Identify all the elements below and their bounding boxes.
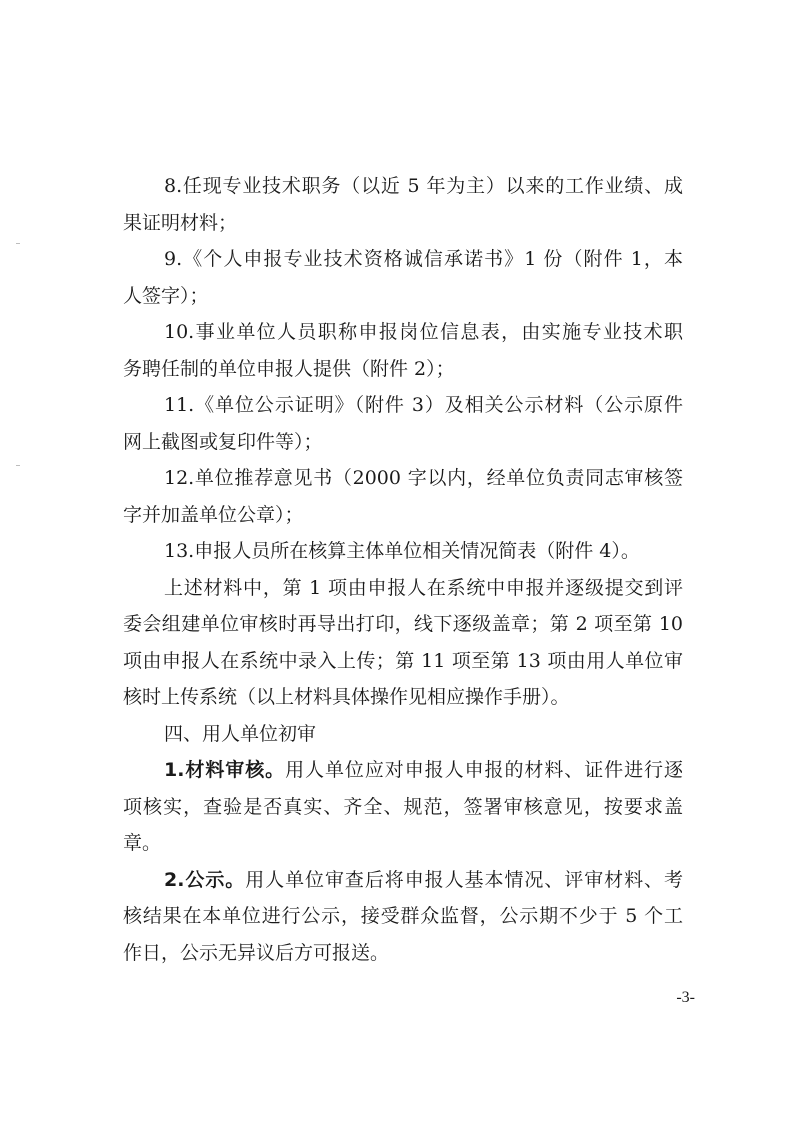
- scan-mark: [16, 465, 20, 466]
- point-publicity: [123, 862, 683, 972]
- paragraph-line: 网上截图或复印件等）；: [123, 430, 323, 453]
- paragraph-line: 8.任现专业技术职务（以近 5 年为主）以来的工作业绩、成: [164, 175, 683, 197]
- paragraph-line: 项由申报人在系统中录入上传；第 11 项至第 13 项由用人单位审: [123, 649, 683, 672]
- list-item-10: [123, 314, 683, 387]
- paragraph-line: 上述材料中，第 1 项由申报人在系统中申报并逐级提交到评: [164, 576, 683, 599]
- paragraph-line: 核时上传系统（以上材料具体操作见相应操作手册）。: [123, 686, 570, 708]
- paragraph-line: [123, 862, 683, 899]
- section-heading: 四、用人单位初审: [164, 722, 317, 745]
- paragraph-line: 务聘任制的单位申报人提供（附件 2）；: [123, 357, 455, 380]
- scan-mark: [16, 243, 20, 244]
- paragraph-line: 13.申报人员所在核算主体单位相关情况简表（附件 4）。: [164, 540, 640, 562]
- page-number: -3-: [676, 989, 695, 1006]
- paragraph-line: 10.事业单位人员职称申报岗位信息表，由实施专业技术职: [164, 321, 683, 343]
- list-item-12: [123, 460, 683, 533]
- document-body: [123, 168, 683, 971]
- paragraph-line: 委会组建单位审核时再导出打印，线下逐级盖章；第 2 项至第 10: [123, 613, 683, 635]
- paragraph-line: 人签字）；: [123, 284, 209, 307]
- point-label: 1.材料审核。: [164, 759, 286, 781]
- paragraph-line: [123, 752, 683, 789]
- paragraph-line: 11.《单位公示证明》（附件 3）及相关公示材料（公示原件: [164, 394, 683, 416]
- point-text: 用人单位应对申报人申报的材料、证件进行逐: [285, 759, 683, 781]
- paragraph-line: 9.《个人申报专业技术资格诚信承诺书》1 份（附件 1，本: [164, 248, 683, 270]
- point-label: 2.公示。: [164, 868, 246, 891]
- summary-paragraph: [123, 570, 683, 716]
- paragraph-line: 字并加盖单位公章）；: [123, 503, 304, 526]
- list-item-13: [123, 533, 683, 570]
- list-item-11: [123, 387, 683, 460]
- paragraph-line: 核结果在本单位进行公示，接受群众监督，公示期不少于 5 个工: [123, 905, 683, 927]
- paragraph-line: 项核实，查验是否真实、齐全、规范，签署审核意见，按要求盖: [123, 795, 683, 818]
- point-text: 用人单位审查后将申报人基本情况、评审材料、考: [245, 868, 683, 891]
- paragraph-line: 章。: [123, 832, 162, 854]
- list-item-8: [123, 168, 683, 241]
- paragraph-line: 作日，公示无异议后方可报送。: [123, 941, 390, 964]
- paragraph-line: 12.单位推荐意见书（2000 字以内，经单位负责同志审核签: [164, 467, 683, 489]
- list-item-9: [123, 241, 683, 314]
- paragraph-line: 果证明材料；: [123, 211, 238, 234]
- point-material-review: [123, 752, 683, 862]
